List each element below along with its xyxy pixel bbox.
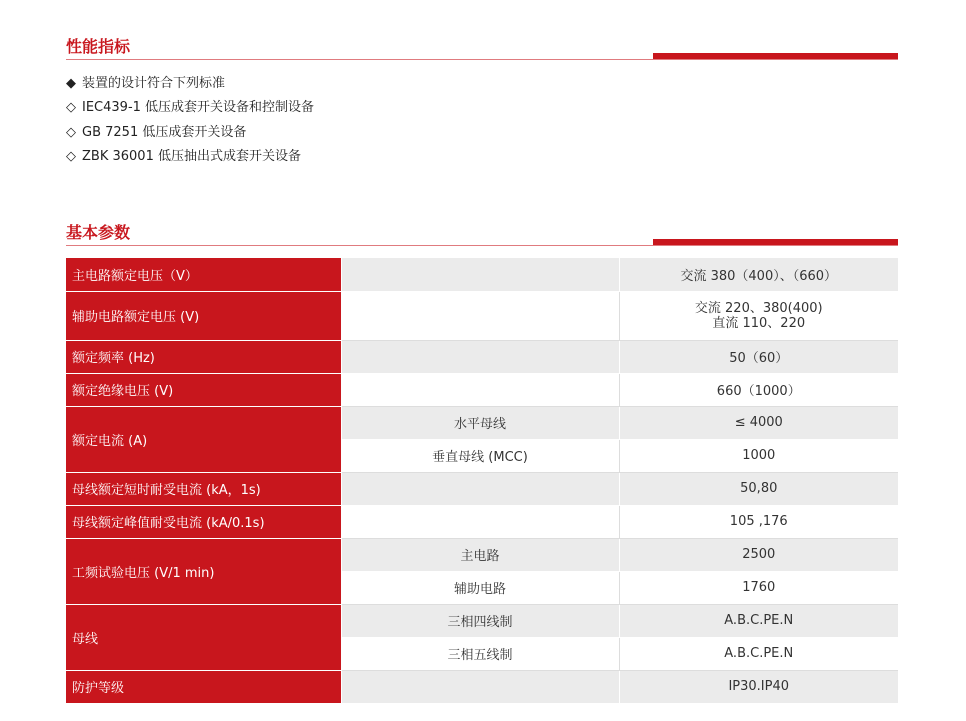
param-label: 额定频率 (Hz): [66, 340, 341, 373]
basic-params-table: [66, 258, 898, 704]
basic-params-section-title: 基本参数: [66, 223, 131, 242]
table-row: [66, 406, 898, 439]
standards-item: [66, 123, 314, 147]
param-label: 主电路额定电压（V）: [66, 258, 341, 291]
standards-item-text: ZBK 36001 低压抽出式成套开关设备: [82, 148, 301, 164]
basic-params-title-accent-bar: [653, 239, 898, 245]
param-value: 2500: [619, 538, 898, 571]
param-sub-empty: [341, 291, 619, 340]
standards-item-text: 装置的设计符合下列标准: [82, 76, 226, 91]
table-row: [66, 505, 898, 538]
param-label: 额定绝缘电压 (V): [66, 373, 341, 406]
table-row: [66, 340, 898, 373]
table-row: [66, 472, 898, 505]
param-label: 工频试验电压 (V/1 min): [66, 538, 341, 604]
outline-diamond-icon: ◇: [66, 148, 76, 164]
table-row: [66, 604, 898, 637]
standards-item: [66, 147, 314, 171]
param-value: 交流 380（400）、（660）: [619, 258, 898, 291]
standards-item: [66, 98, 314, 122]
table-row: [66, 670, 898, 703]
outline-diamond-icon: ◇: [66, 100, 76, 116]
param-sub: 三相四线制: [341, 604, 619, 637]
param-sub: 垂直母线 (MCC): [341, 439, 619, 472]
param-value: 1760: [619, 571, 898, 604]
param-sub: 水平母线: [341, 406, 619, 439]
param-value: 50（60）: [619, 340, 898, 373]
param-label: 辅助电路额定电压 (V): [66, 291, 341, 340]
param-value: 105 ,176: [619, 505, 898, 538]
param-sub: 主电路: [341, 538, 619, 571]
standards-list: [66, 74, 314, 171]
standards-item-text: GB 7251 低压成套开关设备: [82, 124, 247, 140]
param-sub: 三相五线制: [341, 637, 619, 670]
param-value-line: 直流 110、220: [712, 315, 806, 331]
param-value: 1000: [619, 439, 898, 472]
performance-title-rule: [66, 59, 898, 60]
param-value: 660（1000）: [619, 373, 898, 406]
param-value: ≤ 4000: [619, 406, 898, 439]
param-value: [619, 291, 898, 340]
standards-item: [66, 74, 314, 98]
param-sub-empty: [341, 340, 619, 373]
param-value: IP30.IP40: [619, 670, 898, 703]
standards-item-text: IEC439-1 低压成套开关设备和控制设备: [82, 100, 315, 116]
basic-params-title-rule: [66, 245, 898, 246]
param-value-line: 交流 220、380(400): [694, 300, 823, 316]
param-label: 母线额定峰值耐受电流 (kA/0.1s): [66, 505, 341, 538]
table-row: [66, 373, 898, 406]
param-sub-empty: [341, 670, 619, 703]
table-row: [66, 291, 898, 340]
param-label: 防护等级: [66, 670, 341, 703]
param-sub-empty: [341, 472, 619, 505]
performance-section-title: 性能指标: [66, 37, 131, 56]
param-sub-empty: [341, 258, 619, 291]
outline-diamond-icon: ◇: [66, 124, 76, 140]
param-sub-empty: [341, 505, 619, 538]
param-sub-empty: [341, 373, 619, 406]
filled-diamond-icon: ◆: [66, 76, 76, 91]
param-value: A.B.C.PE.N: [619, 637, 898, 670]
param-value: A.B.C.PE.N: [619, 604, 898, 637]
param-sub: 辅助电路: [341, 571, 619, 604]
performance-title-accent-bar: [653, 53, 898, 59]
table-row: [66, 258, 898, 291]
param-label: 母线: [66, 604, 341, 670]
param-label: 额定电流 (A): [66, 406, 341, 472]
param-value: 50,80: [619, 472, 898, 505]
param-label: 母线额定短时耐受电流 (kA，1s): [66, 472, 341, 505]
table-row: [66, 538, 898, 571]
